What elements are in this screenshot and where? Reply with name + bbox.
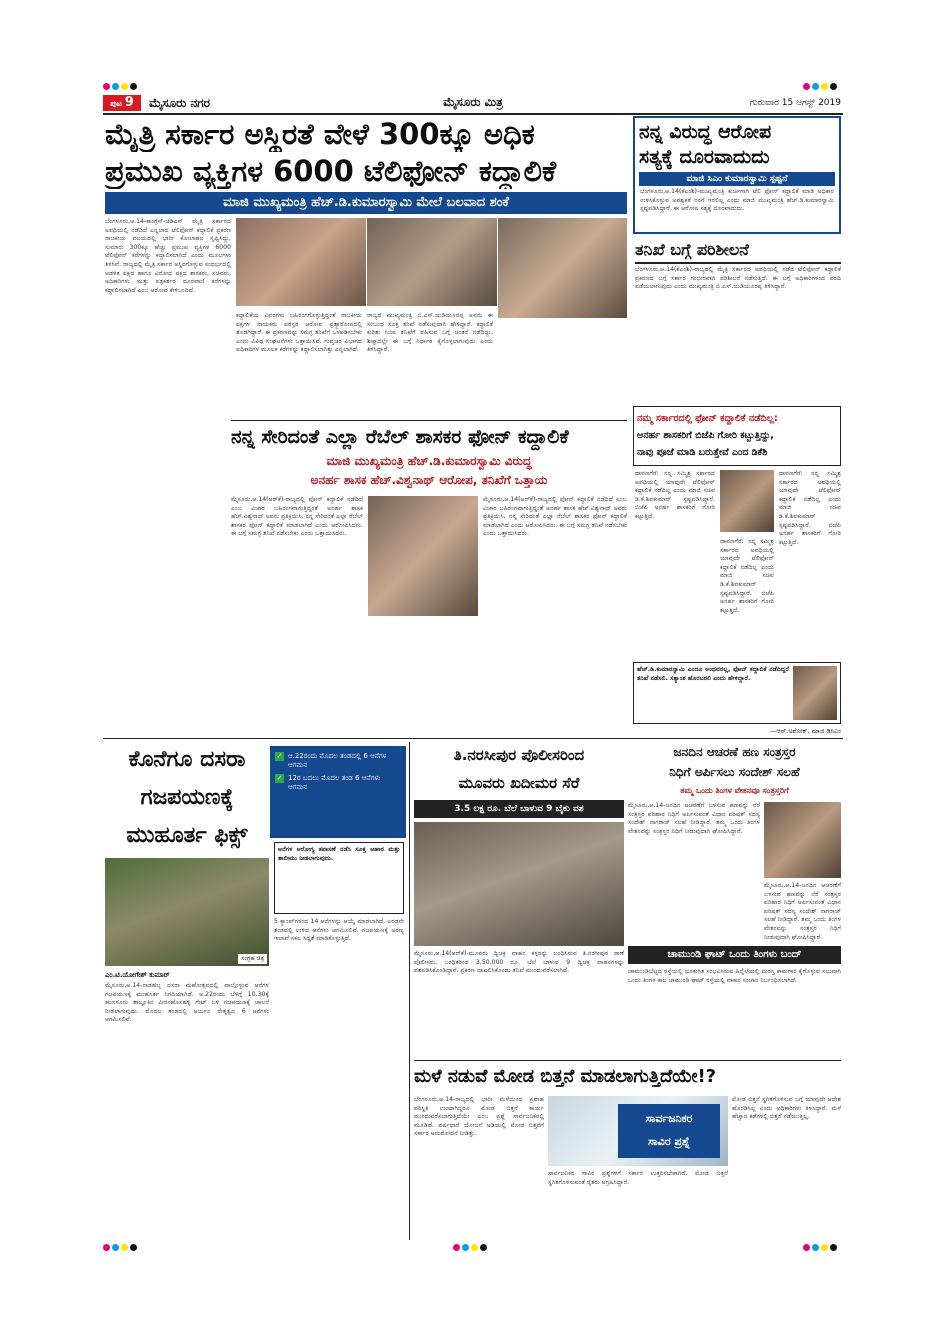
dasara-body: ಮೈಸೂರು,ಆ.14-ನಾಡಹಬ್ಬ ದಸರಾ ಮಹೋತ್ಸವದಲ್ಲಿ ಪಾಲ್ಗೊಳ್ಳುವ ಆನೆಗಳ ಗಜಪಯಣಕ್ಕೆ ಮುಹೂರ್ತ ನಿಗದಿಯಾಗಿದೆ. ಆ.22ರಂದು ಬೆಳಿಗ್ಗೆ 10.30ಕ್ಕೆ ಹುಣಸೂರು ತಾಲ್ಲೂಕಿನ ವೀರನಹೊಸಹಳ್ಳಿ ಗೇಟ್ ಬಳಿ ಗಜಪಯಣಕ್ಕೆ ಚಾಲನೆ ನೀಡಲಾಗುವುದು. ಮೊದಲ ತಂಡದಲ್ಲಿ ಅರ್ಜುನ ನೇತೃತ್ವದ 6 ಆನೆಗಳು ಆಗಮಿಸಲಿವೆ.	[105, 982, 269, 1024]
dks-quote: ಹೆಚ್.ಡಿ.ಕುಮಾರಸ್ವಾಮಿ ಎಂದೂ ಅಂಥವರಲ್ಲ, ಫೋನ್ ಕದ್ದಾಲಿಕೆ ನಡೆದಿದ್ದರೆ ತನಿಖೆ ನಡೆಸಲಿ. ಸತ್ಯಾಂಶ ಹೊರಬರಲಿ ಎಂದು ಹೇಳಿದ್ದಾರೆ.	[637, 666, 789, 682]
section-title: ಮೈಸೂರು ನಗರ	[149, 96, 211, 110]
lead-col1-text: ಬೆಂಗಳೂರು,ಆ.14-ಕಾಂಗ್ರೆಸ್-ಜೆಡಿಎಸ್ ಮೈತ್ರಿ ಸರ್ಕಾರದ ಅವಧಿಯಲ್ಲಿ ನಡೆದಿದೆ ಎನ್ನಲಾದ ಟೆಲಿಫೋನ್ ಕದ್ದಾಲಿಕೆ ಪ್ರಕರಣ ರಾಜಕೀಯ ವಲಯದಲ್ಲಿ ಭಾರೀ ಕೋಲಾಹಲ ಸೃಷ್ಟಿಸಿದ್ದು, ಸುಮಾರು 300ಕ್ಕೂ ಹೆಚ್ಚು ಪ್ರಮುಖ ವ್ಯಕ್ತಿಗಳ 6000 ಟೆಲಿಫೋನ್ ಕರೆಗಳನ್ನು ಕದ್ದಾಲಿಸಲಾಗಿದೆ ಎಂದು ಮೂಲಗಳು ತಿಳಿಸಿವೆ. ರಾಜ್ಯದಲ್ಲಿ ಮೈತ್ರಿ ಸರ್ಕಾರ ಅಸ್ಥಿರಗೊಳ್ಳುವ ಸಂದರ್ಭದಲ್ಲಿ ಆಡಳಿತ ಪಕ್ಷದ ಹಾಗೂ ವಿರೋಧ ಪಕ್ಷದ ಶಾಸಕರು, ಸಚಿವರು, ಅಧಿಕಾರಿಗಳು ಮತ್ತು ಪತ್ರಕರ್ತರ ದೂರವಾಣಿ ಕರೆಗಳನ್ನು ಕದ್ದಾಲಿಸಲಾಗಿದೆ ಎಂಬ ಆರೋಪ ಕೇಳಿಬಂದಿದೆ.	[105, 218, 231, 294]
dasara-bullet-1	[275, 752, 401, 770]
issue-date: ಗುರುವಾರ 15 ಆಗಸ್ಟ್ 2019	[749, 98, 841, 108]
registration-dot	[112, 83, 119, 90]
registration-dot	[830, 1244, 837, 1251]
lead-photo-2	[367, 218, 497, 306]
rebel-top-rule	[231, 420, 627, 421]
cloud-question-box	[618, 1104, 720, 1158]
page-number: 9	[124, 95, 134, 110]
registration-dot	[462, 1244, 469, 1251]
tnarasipura-body: ಮೈಸೂರು,ಆ.14(ಆರ್‌ಕೆ)-ಮೂವರು ದ್ವಿಚಕ್ರ ವಾಹನ ಕಳ್ಳರನ್ನು ಬಂಧಿಸಿರುವ ತಿ.ನರಸೀಪುರ ಠಾಣೆ ಪೊಲೀಸರು, ಬಂಧಿತರಿಂದ 3,50,000 ರೂ. ಬೆಲೆ ಬಾಳುವ 9 ದ್ವಿಚಕ್ರ ವಾಹನಗಳನ್ನು ವಶಪಡಿಸಿಕೊಂಡಿದ್ದಾರೆ. ಪ್ರಕರಣ ದಾಖಲಿಸಿಕೊಂಡು ತನಿಖೆ ಮುಂದುವರೆಸಲಾಗಿದೆ.	[414, 950, 624, 975]
check-icon: ✓	[276, 774, 283, 782]
registration-dot	[803, 1244, 810, 1251]
top-right-headline-1: ನನ್ನ ವಿರುದ್ಧ ಆರೋಪ	[639, 121, 772, 143]
dks-headline-box	[633, 406, 841, 466]
dasara-headline-1: ಕೊನೆಗೂ ದಸರಾ	[128, 747, 246, 772]
registration-dot	[103, 1244, 110, 1251]
registration-dot	[803, 83, 810, 90]
registration-dot	[471, 1244, 478, 1251]
chamundi-body: ಚಾಮುಂಡಿಬೆಟ್ಟದ ರಸ್ತೆಯಲ್ಲಿ ಭೂಕುಸಿತ ಸಂಭವಿಸಿರುವ ಹಿನ್ನೆಲೆಯಲ್ಲಿ ದುರಸ್ತಿ ಕಾಮಗಾರಿ ಕೈಗೊಳ್ಳುವ ಸಲುವಾಗಿ ಒಂದು ತಿಂಗಳ ಕಾಲ ಚಾಮುಂಡಿ ಘಾಟ್ ರಸ್ತೆಯಲ್ಲಿ ವಾಹನ ಸಂಚಾರ ನಿರ್ಬಂಧಿಸಲಾಗಿದೆ.	[628, 968, 841, 984]
dks-body-1: ದಾವಣಗೆರೆ: ನನ್ನ ಸಮ್ಮಿಶ್ರ ಸರ್ಕಾರದ ಅವಧಿಯಲ್ಲಿ ಯಾವುದೇ ಟೆಲಿಫೋನ್ ಕದ್ದಾಲಿಕೆ ನಡೆದಿಲ್ಲ ಎಂದು ಮಾಜಿ ಸಚಿವ ಡಿ.ಕೆ.ಶಿವಕುಮಾರ್ ಸ್ಪಷ್ಟಪಡಿಸಿದ್ದಾರೆ. ಬಿಜೆಪಿ ಅನರ್ಹ ಶಾಸಕರಿಗೆ ಗೋರಿ ಕಟ್ಟುತ್ತಿದೆ.	[635, 470, 715, 520]
registration-dot	[812, 1244, 819, 1251]
registration-dot	[812, 83, 819, 90]
dks-quote-credit: —ಆರ್.ಅಶೋಕ್, ಮಾಜಿ ಡಿಸಿಎಂ	[769, 727, 841, 735]
janadina-strap: ತಮ್ಮ ಒಂದು ತಿಂಗಳ ವೇತನವೂ ಸಂತ್ರಸ್ತರಿಗೆ	[680, 786, 789, 795]
dks-headline-2: ಅನರ್ಹ ಶಾಸಕರಿಗೆ ಬಿಜೆಪಿ ಗೋರಿ ಕಟ್ಟುತ್ತಿದ್ದು,	[637, 430, 774, 441]
dks-body-3-wrap	[720, 538, 774, 658]
probe-headline: ತನಿಖೆ ಬಗ್ಗೆ ಪರಿಶೀಲನೆ	[635, 238, 841, 264]
dasara-body-2: 5 ಕ್ಯಾಂಪ್‌ಗಳಿಂದ 14 ಆನೆಗಳನ್ನು ಆಯ್ಕೆ ಮಾಡಲಾಗಿದೆ. ಎರಡನೇ ತಂಡದಲ್ಲಿ ಉಳಿದ ಆನೆಗಳು ಆಗಮಿಸಲಿವೆ. ಗಜಪಯಣಕ್ಕೆ ಅರಣ್ಯ ಇಲಾಖೆ ಸಕಲ ಸಿದ್ಧತೆ ಮಾಡಿಕೊಳ್ಳುತ್ತಿದೆ.	[274, 918, 404, 943]
janadina-headline-1: ಜನದಿನ ಆಚರಣೆ ಹಣ ಸಂತ್ರಸ್ತರ	[673, 745, 796, 759]
registration-dot	[130, 1244, 137, 1251]
lead-strap: ಮಾಜಿ ಮುಖ್ಯಮಂತ್ರಿ ಹೆಚ್.ಡಿ.ಕುಮಾರಸ್ವಾಮಿ ಮೇಲೆ ಬಲವಾದ ಶಂಕೆ	[105, 192, 627, 214]
dasara-bullet-1-text: ಆ.22ರಂದು ಮೊದಲ ತಂಡದಲ್ಲಿ 6 ಆನೆಗಳ ಆಗಮನ	[288, 752, 387, 769]
rebel-body-1: ಮೈಸೂರು,ಆ.14(ಆರ್‌ಕೆ)-ರಾಜ್ಯದಲ್ಲಿ ಫೋನ್ ಕದ್ದಾಲಿಕೆ ನಡೆದಿದೆ ಎಂಬ ವಿಚಾರ ಬಹಿರಂಗವಾಗುತ್ತಿದ್ದಂತೆ ಅನರ್ಹ ಶಾಸಕ ಹೆಚ್.ವಿಶ್ವನಾಥ್ ಅವರು ಪ್ರತಿಕ್ರಿಯಿಸಿ, ನನ್ನ ಸೇರಿದಂತೆ ಎಲ್ಲಾ ರೆಬೆಲ್ ಶಾಸಕರ ಫೋನ್ ಕದ್ದಾಲಿಕೆ ಮಾಡಲಾಗಿದೆ ಎಂದು ಆರೋಪಿಸಿದರು. ಈ ಬಗ್ಗೆ ಸಮಗ್ರ ತನಿಖೆ ನಡೆಸಬೇಕು ಎಂದು ಒತ್ತಾಯಿಸಿದರು.	[231, 496, 363, 538]
section-divider	[103, 738, 843, 739]
cloud-top-rule	[414, 1060, 841, 1061]
lead-column-1	[105, 218, 231, 654]
dasara-headline-2: ಗಜಪಯಣಕ್ಕೆ	[140, 785, 234, 810]
registration-dot	[830, 83, 837, 90]
janadina-photo	[764, 802, 841, 878]
dks-headline-3: ನಾವು ಪೂಜೆ ಮಾಡಿ ಬರುತ್ತೇವೆ ಎಂದ ಡಿಕೆಶಿ	[637, 447, 768, 458]
rebel-sub-2: ಅನರ್ಹ ಶಾಸಕ ಹೆಚ್.ವಿಶ್ವನಾಥ್ ಆರೋಪ, ತನಿಖೆಗೆ ಒತ್ತಾಯ	[310, 473, 548, 487]
lead-column-3	[367, 312, 493, 416]
dasara-notice	[274, 842, 404, 914]
cloud-body-3: ಮೋಡ ಬಿತ್ತನೆ ಸ್ಥಗಿತಗೊಳಿಸುವ ಬಗ್ಗೆ ಯಾವುದೇ ಆದೇಶ ಹೊರಡಿಸಿಲ್ಲ ಎಂದು ಅಧಿಕಾರಿಗಳು ತಿಳಿಸಿದ್ದಾರೆ. ಮಳೆ ಹೆಚ್ಚಾದ ಕಡೆಗಳಲ್ಲಿ ಬಿತ್ತನೆ ನಡೆಯುತ್ತಿಲ್ಲ.	[732, 1096, 841, 1121]
dks-body-3: ದಾವಣಗೆರೆ: ನನ್ನ ಸಮ್ಮಿಶ್ರ ಸರ್ಕಾರದ ಅವಧಿಯಲ್ಲಿ ಯಾವುದೇ ಟೆಲಿಫೋನ್ ಕದ್ದಾಲಿಕೆ ನಡೆದಿಲ್ಲ ಎಂದು ಮಾಜಿ ಸಚಿವ ಡಿ.ಕೆ.ಶಿವಕುಮಾರ್ ಸ್ಪಷ್ಟಪಡಿಸಿದ್ದಾರೆ. ಬಿಜೆಪಿ ಅನರ್ಹ ಶಾಸಕರಿಗೆ ಗೋರಿ ಕಟ್ಟುತ್ತಿದೆ.	[720, 538, 774, 614]
registration-dot	[821, 83, 828, 90]
tnarasipura-headline-2: ಮೂವರು ಖದೀಮರ ಸೆರೆ	[458, 774, 580, 792]
paper-title: ಮೈಸೂರು ಮಿತ್ರ	[443, 95, 503, 109]
page-number-badge	[103, 95, 141, 111]
dks-headline-1: ನಮ್ಮ ಸರ್ಕಾರದಲ್ಲಿ ಫೋನ್ ಕದ್ದಾಲಿಕೆ ನಡೆದಿಲ್ಲ:	[637, 413, 778, 424]
rebel-sub-1: ಮಾಜಿ ಮುಖ್ಯಮಂತ್ರಿ ಹೆಚ್.ಡಿ.ಕುಮಾರಸ್ವಾಮಿ ವಿರುದ್ಧ	[326, 454, 532, 468]
lead-headline-2: ಪ್ರಮುಖ ವ್ಯಕ್ತಿಗಳ 6000 ಟೆಲಿಫೋನ್ ಕದ್ದಾಲಿಕೆ	[105, 154, 557, 188]
dks-photo	[720, 470, 774, 532]
column-rule	[409, 742, 410, 1240]
top-right-body: ಬೆಂಗಳೂರು,ಆ.14(ಕೆಎಂಶಿ)-ಮುಖ್ಯಮಂತ್ರಿ ಕುರ್ಚಿಗಾಗಿ ಟೆಲಿ ಫೋನ್ ಕದ್ದಾಲಿಕೆ ಮಾಡಿ ಅಧಿಕಾರ ಉಳಿಸಿಕೊಳ್ಳುವ ಅವಶ್ಯಕತೆ ನನಗೆ ಇರಲಿಲ್ಲ ಎಂದು ಮಾಜಿ ಮುಖ್ಯಮಂತ್ರಿ ಹೆಚ್.ಡಿ.ಕುಮಾರಸ್ವಾಮಿ ಸ್ಪಷ್ಟಪಡಿಸಿದ್ದಾರೆ. ಈ ಆರೋಪ ಸತ್ಯಕ್ಕೆ ದೂರವಾದುದು.	[640, 188, 834, 213]
cloud-body: ಬೆಂಗಳೂರು,ಆ.14-ರಾಜ್ಯದಲ್ಲಿ ಭಾರೀ ಮಳೆಯಿಂದ ಪ್ರವಾಹ ಪರಿಸ್ಥಿತಿ ಉಂಟಾಗಿದ್ದರೂ ಮೋಡ ಬಿತ್ತನೆ ಕಾರ್ಯ ಮುಂದುವರೆಸಲಾಗುತ್ತಿದೆಯೇ ಎಂಬ ಪ್ರಶ್ನೆ ಸಾರ್ವಜನಿಕರಲ್ಲಿ ಮೂಡಿದೆ. ವರ್ಷಧಾರೆ ಯೋಜನೆ ಅಡಿಯಲ್ಲಿ ಮೋಡ ಬಿತ್ತನೆಗೆ ಸರ್ಕಾರ ಅನುಮೋದನೆ ನೀಡಿತ್ತು.	[414, 1096, 544, 1138]
janadina-body: ಮೈಸೂರು,ಆ.14-ಜನದಿನ ಆಚರಣೆಗೆ ಬಳಸುವ ಹಣವನ್ನು ನೆರೆ ಸಂತ್ರಸ್ತರ ಪರಿಹಾರ ನಿಧಿಗೆ ಅರ್ಪಿಸುವಂತೆ ವಿಧಾನ ಪರಿಷತ್ ಸದಸ್ಯ ಸಂದೇಶ್ ನಾಗರಾಜ್ ಸಲಹೆ ನೀಡಿದ್ದಾರೆ. ತಮ್ಮ ಒಂದು ತಿಂಗಳ ವೇತನವನ್ನು ಸಂತ್ರಸ್ತರ ನಿಧಿಗೆ ನೀಡುವುದಾಗಿ ಘೋಷಿಸಿದ್ದಾರೆ.	[628, 802, 760, 835]
rebel-body-2: ಮೈಸೂರು,ಆ.14(ಆರ್‌ಕೆ)-ರಾಜ್ಯದಲ್ಲಿ ಫೋನ್ ಕದ್ದಾಲಿಕೆ ನಡೆದಿದೆ ಎಂಬ ವಿಚಾರ ಬಹಿರಂಗವಾಗುತ್ತಿದ್ದಂತೆ ಅನರ್ಹ ಶಾಸಕ ಹೆಚ್.ವಿಶ್ವನಾಥ್ ಅವರು ಪ್ರತಿಕ್ರಿಯಿಸಿ, ನನ್ನ ಸೇರಿದಂತೆ ಎಲ್ಲಾ ರೆಬೆಲ್ ಶಾಸಕರ ಫೋನ್ ಕದ್ದಾಲಿಕೆ ಮಾಡಲಾಗಿದೆ ಎಂದು ಆರೋಪಿಸಿದರು. ಈ ಬಗ್ಗೆ ಸಮಗ್ರ ತನಿಖೆ ನಡೆಸಬೇಕು ಎಂದು ಒತ್ತಾಯಿಸಿದರು.	[483, 496, 627, 538]
registration-dot	[821, 1244, 828, 1251]
janadina-body-2: ಮೈಸೂರು,ಆ.14-ಜನದಿನ ಆಚರಣೆಗೆ ಬಳಸುವ ಹಣವನ್ನು ನೆರೆ ಸಂತ್ರಸ್ತರ ಪರಿಹಾರ ನಿಧಿಗೆ ಅರ್ಪಿಸುವಂತೆ ವಿಧಾನ ಪರಿಷತ್ ಸದಸ್ಯ ಸಂದೇಶ್ ನಾಗರಾಜ್ ಸಲಹೆ ನೀಡಿದ್ದಾರೆ. ತಮ್ಮ ಒಂದು ತಿಂಗಳ ವೇತನವನ್ನು ಸಂತ್ರಸ್ತರ ನಿಧಿಗೆ ನೀಡುವುದಾಗಿ ಘೋಷಿಸಿದ್ದಾರೆ.	[764, 882, 841, 941]
top-right-headline-2: ಸತ್ಯಕ್ಕೆ ದೂರವಾದುದು	[639, 146, 770, 168]
dasara-bullet-2-text: 12ರ ಬದಲು ಮೊದಲ ತಂಡ 6 ಆನೆಗಳು ಆಗಮನ	[288, 774, 381, 791]
masthead	[103, 94, 843, 112]
dasara-bullets	[270, 746, 406, 838]
registration-dot	[453, 1244, 460, 1251]
rebel-headline: ನನ್ನ ಸೇರಿದಂತೆ ಎಲ್ಲಾ ರೆಬೆಲ್ ಶಾಸಕರ ಫೋನ್ ಕದ್ದಾಲಿಕೆ	[231, 426, 569, 448]
registration-dot	[103, 83, 110, 90]
lead-photo-3	[498, 218, 627, 318]
dasara-photo-credit: ಸಂಗ್ರಹ ಚಿತ್ರ	[238, 954, 267, 964]
probe-body: ಬೆಂಗಳೂರು,ಆ.14(ಕೆಎಂಶಿ)-ರಾಜ್ಯದಲ್ಲಿ ಮೈತ್ರಿ ಸರ್ಕಾರದ ಅವಧಿಯಲ್ಲಿ ನಡೆದ ಟೆಲಿಫೋನ್ ಕದ್ದಾಲಿಕೆ ಪ್ರಕರಣದ ಬಗ್ಗೆ ಸರ್ಕಾರ ಗಂಭೀರವಾಗಿ ಪರಿಶೀಲನೆ ನಡೆಸುತ್ತಿದೆ. ಈ ಬಗ್ಗೆ ಅಧಿಕಾರಿಗಳಿಂದ ವರದಿ ಪಡೆಯಲಾಗುವುದು ಎಂದು ಮುಖ್ಯಮಂತ್ರಿ ಬಿ.ಎಸ್.ಯಡಿಯೂರಪ್ಪ ತಿಳಿಸಿದ್ದಾರೆ.	[635, 266, 841, 291]
dks-body-2: ದಾವಣಗೆರೆ: ನನ್ನ ಸಮ್ಮಿಶ್ರ ಸರ್ಕಾರದ ಅವಧಿಯಲ್ಲಿ ಯಾವುದೇ ಟೆಲಿಫೋನ್ ಕದ್ದಾಲಿಕೆ ನಡೆದಿಲ್ಲ ಎಂದು ಮಾಜಿ ಸಚಿವ ಡಿ.ಕೆ.ಶಿವಕುಮಾರ್ ಸ್ಪಷ್ಟಪಡಿಸಿದ್ದಾರೆ. ಬಿಜೆಪಿ ಅನರ್ಹ ಶಾಸಕರಿಗೆ ಗೋರಿ ಕಟ್ಟುತ್ತಿದೆ.	[779, 470, 841, 546]
top-right-strap: ಮಾಜಿ ಸಿಎಂ ಕುಮಾರಸ್ವಾಮಿ ಸ್ಪಷ್ಟನೆ	[639, 172, 835, 186]
lead-col2-text: ಕದ್ದಾಲಿಕೆಯ ವಿವರಗಳು ಬಹಿರಂಗಗೊಳ್ಳುತ್ತಿದ್ದಂತೆ ರಾಜಕೀಯ ಪಕ್ಷಗಳ ನಾಯಕರು ಪರಸ್ಪರ ಆರೋಪ ಪ್ರತ್ಯಾರೋಪದಲ್ಲಿ ತೊಡಗಿದ್ದಾರೆ. ಈ ಪ್ರಕರಣವನ್ನು ಸಮಗ್ರ ತನಿಖೆಗೆ ಒಳಪಡಿಸಬೇಕು ಎಂದು ವಿವಿಧ ಸಂಘಟನೆಗಳು ಒತ್ತಾಯಿಸಿವೆ. ಗುಪ್ತಚರ ವಿಭಾಗದ ಅಧಿಕಾರಿಗಳ ಮೂಲಕ ಕರೆಗಳನ್ನು ಕದ್ದಾಲಿಸಲಾಗಿತ್ತು ಎನ್ನಲಾಗಿದೆ.	[236, 312, 362, 354]
lead-col3-text: ರಾಜ್ಯದ ಮುಖ್ಯಮಂತ್ರಿ ಬಿ.ಎಸ್.ಯಡಿಯೂರಪ್ಪ ಅವರು ಈ ಸಂಬಂಧ ಸೂಕ್ತ ತನಿಖೆ ನಡೆಸುವುದಾಗಿ ಹೇಳಿದ್ದಾರೆ. ಕದ್ದಾಲಿಕೆ ಕುರಿತು ಸಿಬಿಐ ತನಿಖೆಗೆ ವಹಿಸುವ ಬಗ್ಗೆ ಚಿಂತನೆ ನಡೆದಿದ್ದು, ಶೀಘ್ರದಲ್ಲೇ ಈ ಬಗ್ಗೆ ನಿರ್ಧಾರ ಕೈಗೊಳ್ಳಲಾಗುವುದು ಎಂದು ತಿಳಿಸಿದ್ದಾರೆ.	[367, 312, 493, 354]
lead-column-2	[236, 312, 362, 416]
cloud-box-title-2: ಸಾವಿರ ಪ್ರಶ್ನೆ	[648, 1135, 690, 1148]
dasara-bullet-2	[275, 774, 401, 792]
chamundi-headline: ಚಾಮುಂಡಿ ಘಾಟ್ ಒಂದು ತಿಂಗಳು ಬಂದ್	[628, 946, 841, 964]
registration-dot	[112, 1244, 119, 1251]
registration-dot	[121, 1244, 128, 1251]
registration-dot	[130, 83, 137, 90]
lead-headline-1: ಮೈತ್ರಿ ಸರ್ಕಾರ ಅಸ್ಥಿರತೆ ವೇಳೆ 300ಕ್ಕೂ ಅಧಿಕ	[105, 117, 535, 151]
masthead-rule	[103, 113, 843, 115]
quote-photo	[793, 666, 837, 720]
cloud-body-2: ಸಾರ್ವಜನಿಕರ ಸಾವಿರ ಪ್ರಶ್ನೆಗಳಿಗೆ ಸರ್ಕಾರ ಉತ್ತರಿಸಬೇಕಾಗಿದೆ. ಮೋಡ ಬಿತ್ತನೆ ಸ್ಥಗಿತಗೊಳಿಸುವಂತೆ ರೈತರು ಆಗ್ರಹಿಸಿದ್ದಾರೆ.	[548, 1170, 728, 1186]
tnarasipura-headline-1: ತಿ.ನರಸೀಪುರ ಪೊಲೀಸರಿಂದ	[453, 746, 585, 764]
check-icon: ✓	[276, 752, 283, 760]
dasara-headline-3: ಮುಹೂರ್ತ ಫಿಕ್ಸ್	[126, 823, 248, 848]
janadina-headline-2: ನಿಧಿಗೆ ಅರ್ಪಿಸಲು ಸಂದೇಶ್ ಸಲಹೆ	[669, 765, 800, 779]
cloud-box-title-1: ಸಾರ್ವಜನಿಕರ	[645, 1112, 693, 1125]
tnarasipura-photo	[414, 822, 624, 946]
dasara-notice-text: ಆನೆಗಳ ಆರೋಗ್ಯ ತಪಾಸಣೆ ನಡೆಸಿ ಸೂಕ್ತ ಆಹಾರ ಮತ್ತು ತಾಲೀಮು ನೀಡಲಾಗುವುದು.	[278, 846, 400, 862]
registration-dot	[121, 83, 128, 90]
page-number-label: ಪುಟ	[110, 99, 122, 108]
top-right-box	[633, 116, 841, 234]
registration-dot	[480, 1244, 487, 1251]
rebel-photo	[368, 496, 478, 616]
cloud-map-graphic	[548, 1096, 728, 1166]
dasara-byline: ಎಂ.ಟಿ.ಯೋಗೇಶ್ ಕುಮಾರ್	[105, 971, 170, 979]
tnarasipura-strap: 3.5 ಲಕ್ಷ ರೂ. ಬೆಲೆ ಬಾಳುವ 9 ಬೈಕು ವಶ	[414, 800, 624, 818]
cloud-headline: ಮಳೆ ನಡುವೆ ಮೋಡ ಬಿತ್ತನೆ ಮಾಡಲಾಗುತ್ತಿದೆಯೇ!?	[414, 1066, 717, 1087]
lead-photo-1	[236, 218, 366, 306]
dks-quote-box	[633, 662, 841, 724]
dasara-photo	[105, 858, 269, 966]
